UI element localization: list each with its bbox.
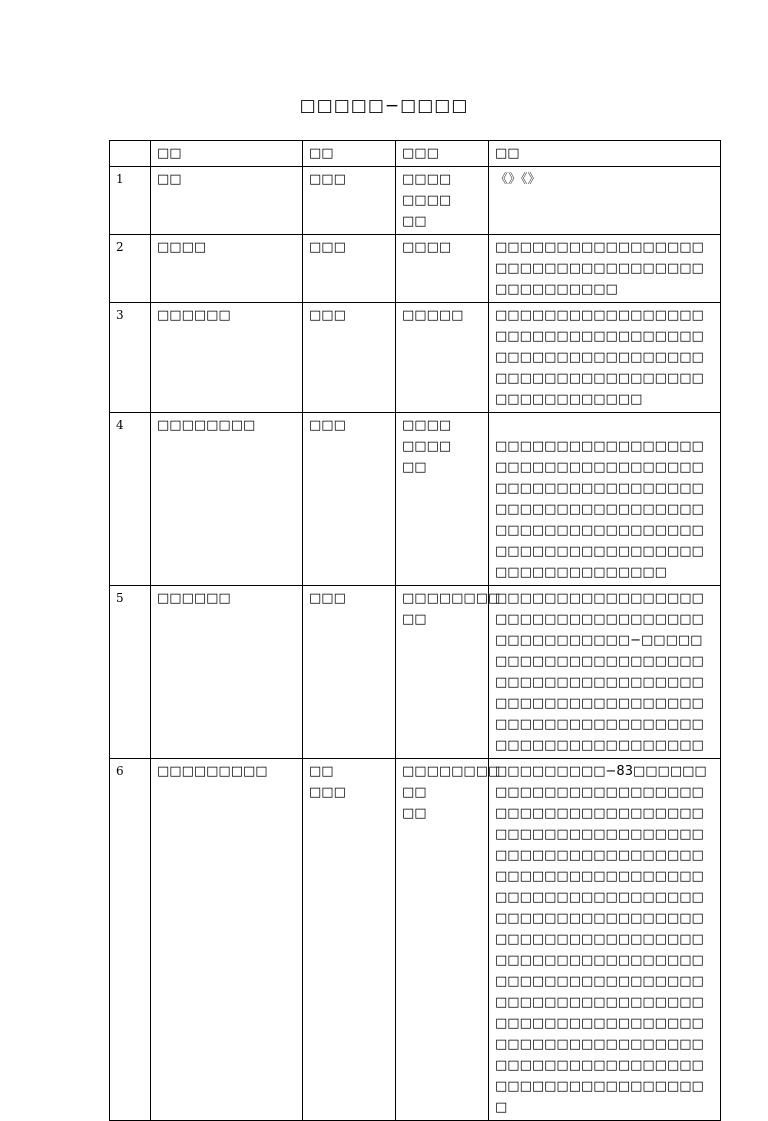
header-cell-col2: □□ (303, 141, 396, 167)
table-row (110, 413, 721, 586)
row-col2: □□□ (303, 586, 396, 759)
row-col2: □□□ (303, 303, 396, 413)
row-name: □□ (151, 167, 303, 235)
table-row (110, 586, 721, 759)
row-description: □□□□□□□□□□□□□□□□□□□□□□□□□□□□□□□□□□□□□□□□□□□□□□□□□□□□□□□□□□□□□□□□□□□□□□□□□□□□□□□□ (489, 303, 721, 413)
row-name: □□□□□□□□ (151, 413, 303, 586)
table-header-row (110, 141, 721, 167)
row-col3: □□□□ (396, 235, 489, 303)
row-col3: □□□□□□□□ □□ □□ (396, 759, 489, 1121)
row-number: 1 (110, 167, 151, 235)
table-row (110, 303, 721, 413)
row-col2: □□□ (303, 413, 396, 586)
row-col3: □□□□ □□□□ □□ (396, 167, 489, 235)
row-col2: □□□ (303, 167, 396, 235)
row-name: □□□□□□ (151, 586, 303, 759)
header-cell-col3: □□□ (396, 141, 489, 167)
row-col3: □□□□□ (396, 303, 489, 413)
document-table (109, 140, 721, 1121)
table-row (110, 167, 721, 235)
row-number: 5 (110, 586, 151, 759)
row-col2: □□□ (303, 235, 396, 303)
row-number: 2 (110, 235, 151, 303)
document-title: □□□□□−□□□□ (299, 96, 469, 116)
row-name: □□□□ (151, 235, 303, 303)
row-description: □□□□□□□□□□□□□□□□□□□□□□□□□□□□□□□□□□□□□□□□□□□□□−□□□□□□□□□□□□□□□□□□□□□□□□□□□□□□□□□□□□□□□□□□□□□□□□□□□□□□□□□□□□□□□□□□□□□□□□□□□□□□□□□□□□□□□□□□ (489, 586, 721, 759)
row-description: □□□□□□□□□□□□□□□□□□□□□□□□□□□□□□□□□□□□□□□□□□□□□□□□□□□□□□□□□□□□□□□□□□□□□□□□□□□□□□□□□□□□□□□□□□□□□□□□□□□□□□□□□□□□□□□□□□□□ (489, 413, 721, 586)
row-col3: □□□□□□□□ □□ (396, 586, 489, 759)
row-name: □□□□□□ (151, 303, 303, 413)
row-description: □□□□□□□□□□□□□□□□□□□□□□□□□□□□□□□□□□□□□□□□□□□□ (489, 235, 721, 303)
header-cell-desc: □□ (489, 141, 721, 167)
row-col3: □□□□ □□□□ □□ (396, 413, 489, 586)
row-description: 《》《》 (489, 167, 721, 235)
row-description: □□□□□□□□□−83□□□□□□□□□□□□□□□□□□□□□□□□□□□□□□□□□□□□□□□□□□□□□□□□□□□□□□□□□□□□□□□□□□□□□□□□□□□□□□□□□□□□□□□□□□□□□□□□□□□□□□□□□□□□□□□□□□□□□□□□□□□□□□□□□□□□□□□□□□□□□□□□□□□□□□□□□□□□□□□□□□□□□□□□□□□□□□□□□□□□□□□□□□□□□□□□□□□□□□□□□□□□□□□□□□□□□□□□□□□□□□□□□□□□□□□□□□□□□□□□□□□□□□□□□□□□□□□□□□□□□□ (489, 759, 721, 1121)
row-number: 3 (110, 303, 151, 413)
header-cell-name: □□ (151, 141, 303, 167)
row-number: 6 (110, 759, 151, 1121)
header-cell-index (110, 141, 151, 167)
table-row (110, 235, 721, 303)
table-row (110, 759, 721, 1121)
row-number: 4 (110, 413, 151, 586)
row-col2: □□ □□□ (303, 759, 396, 1121)
row-name: □□□□□□□□□ (151, 759, 303, 1121)
